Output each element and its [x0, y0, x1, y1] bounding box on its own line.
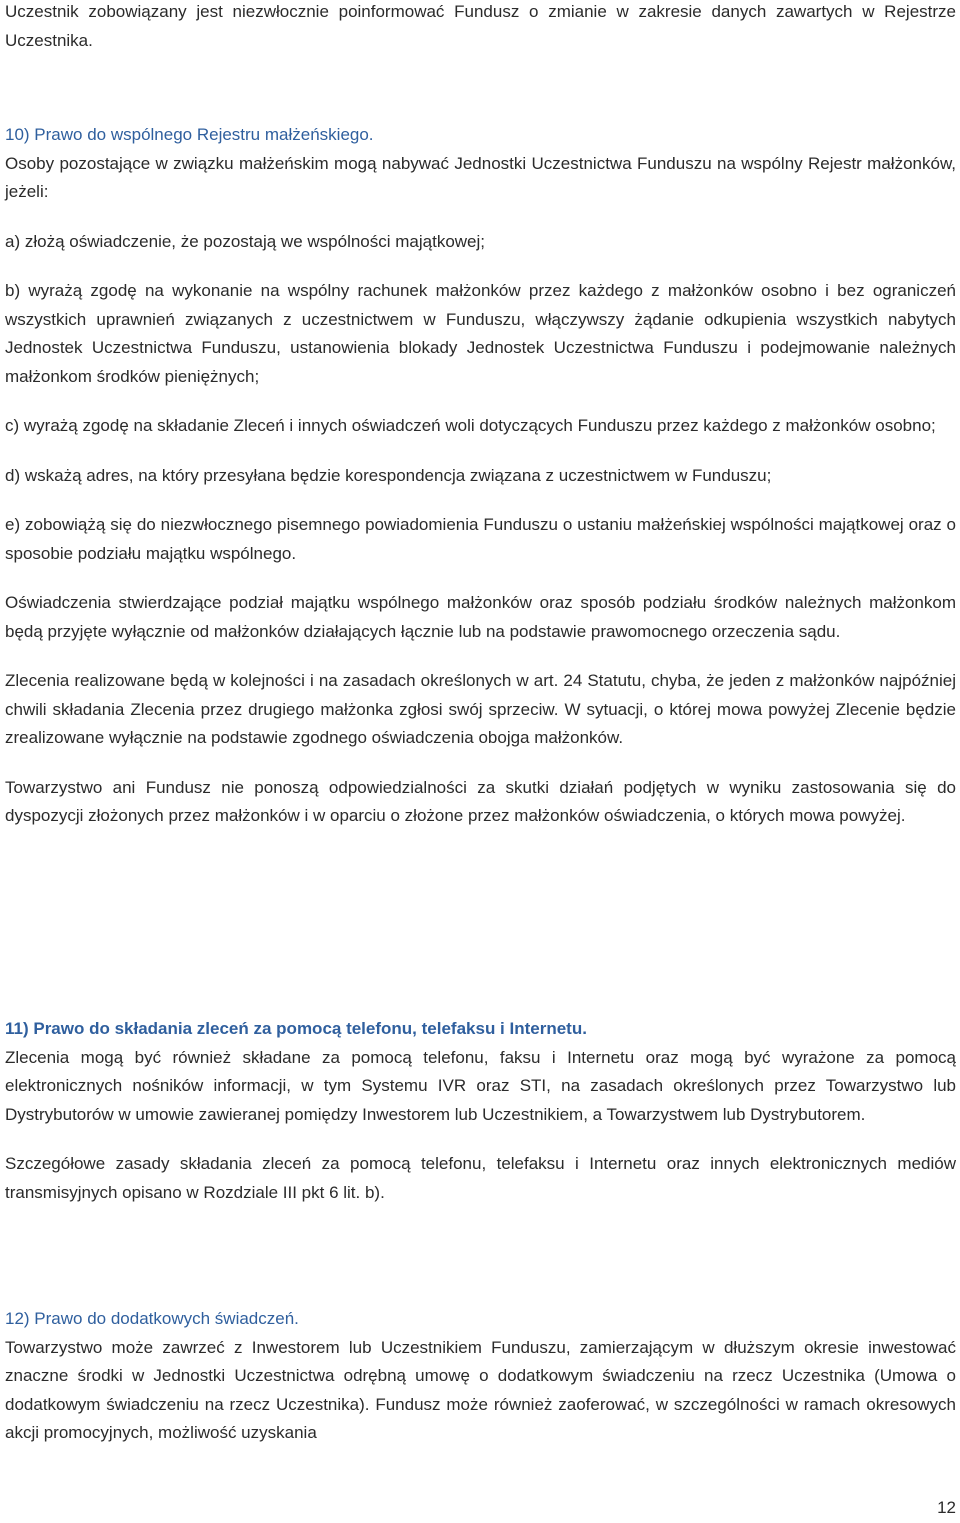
section-11-paragraph-1: Zlecenia mogą być również składane za pomocą telefonu, faksu i Internetu oraz mogą być wyrażone za pomocą elektronicznych nośników informacji, w tym Systemu IVR oraz STI, na zasadach określonych przez Towarzystwo lub Dystrybutorów w umowie zawieranej pomiędzy Inwestorem lub Uczestnikiem, a Towarzystwem lub Dystrybutorem.	[5, 1047, 956, 1124]
section-12-heading: 12) Prawo do dodatkowych świadczeń.	[5, 1309, 299, 1328]
list-item-a: a) złożą oświadczenie, że pozostają we wspólności majątkowej;	[5, 231, 486, 251]
list-item-e: e) zobowiążą się do niezwłocznego pisemnego powiadomienia Funduszu o ustaniu małżeńskiej wspólności majątkowej oraz o sposobie podziału majątku wspólnego.	[5, 515, 956, 563]
section-10-paragraph-3: Towarzystwo ani Fundusz nie ponoszą odpowiedzialności za skutki działań podjętych w wyniku zastosowania się do dyspozycji złożonych przez małżonków i w oparciu o złożone przez małżonków oświadczenia, o których mowa powyżej.	[5, 777, 956, 825]
section-10-heading: 10) Prawo do wspólnego Rejestru małżeńskiego.	[5, 125, 374, 144]
list-item-d: d) wskażą adres, na który przesyłana będzie korespondencja związana z uczestnictwem w Funduszu;	[5, 465, 772, 485]
list-item-c: c) wyrażą zgodę na składanie Zleceń i innych oświadczeń woli dotyczących Funduszu przez każdego z małżonków osobno;	[5, 416, 936, 435]
page-number: 12	[937, 1498, 956, 1517]
list-item-b: b) wyrażą zgodę na wykonanie na wspólny rachunek małżonków przez każdego z małżonków osobno i bez ograniczeń wszystkich uprawnień związanych z uczestnictwem w Funduszu, włączywszy żądanie odkupienia wszystkich nabytych Jednostek Uczestnictwa Funduszu, ustanowienia blokady Jednostek Uczestnictwa Funduszu i podejmowanie należnych małżonkom środków pieniężnych;	[5, 281, 956, 386]
section-11-paragraph-2: Szczegółowe zasady składania zleceń za pomocą telefonu, telefaksu i Internetu oraz innych elektronicznych mediów transmisyjnych opisano w Rozdziale III pkt 6 lit. b).	[5, 1154, 956, 1202]
section-10	[5, 121, 956, 831]
section-12	[5, 1305, 956, 1448]
section-10-paragraph-2: Zlecenia realizowane będą w kolejności i na zasadach określonych w art. 24 Statutu, chyba, że jeden z małżonków najpóźniej chwili składania Zlecenia przez drugiego małżonka zgłosi swój sprzeciw. W sytuacji, o której mowa powyżej Zlecenie będzie zrealizowane wyłącznie na podstawie zgodnego oświadczenia obojga małżonków.	[5, 671, 956, 747]
section-11	[5, 1015, 956, 1207]
section-12-paragraph-1: Towarzystwo może zawrzeć z Inwestorem lub Uczestnikiem Funduszu, zamierzającym w dłuższym okresie inwestować znaczne środki w Jednostki Uczestnictwa odrębną umowę o dodatkowym świadczeniu na rzecz Uczestnika (Umowa o dodatkowym świadczeniu na rzecz Uczestnika). Fundusz może również zaoferować, w szczególności w ramach okresowych akcji promocyjnych, możliwość uzyskania	[5, 1337, 956, 1442]
section-10-paragraph-1: Oświadczenia stwierdzające podział majątku wspólnego małżonków oraz sposób podziału środków należnych małżonkom będą przyjęte wyłącznie od małżonków działających łącznie lub na podstawie prawomocnego orzeczenia sądu.	[5, 593, 956, 641]
section-10-lead: Osoby pozostające w związku małżeńskim mogą nabywać Jednostki Uczestnictwa Funduszu na wspólny Rejestr małżonków, jeżeli:	[5, 153, 956, 201]
intro-block	[5, 0, 956, 55]
intro-paragraph: Uczestnik zobowiązany jest niezwłocznie poinformować Fundusz o zmianie w zakresie danych zawartych w Rejestrze Uczestnika.	[5, 2, 956, 50]
section-11-heading: 11) Prawo do składania zleceń za pomocą telefonu, telefaksu i Internetu.	[5, 1019, 587, 1038]
